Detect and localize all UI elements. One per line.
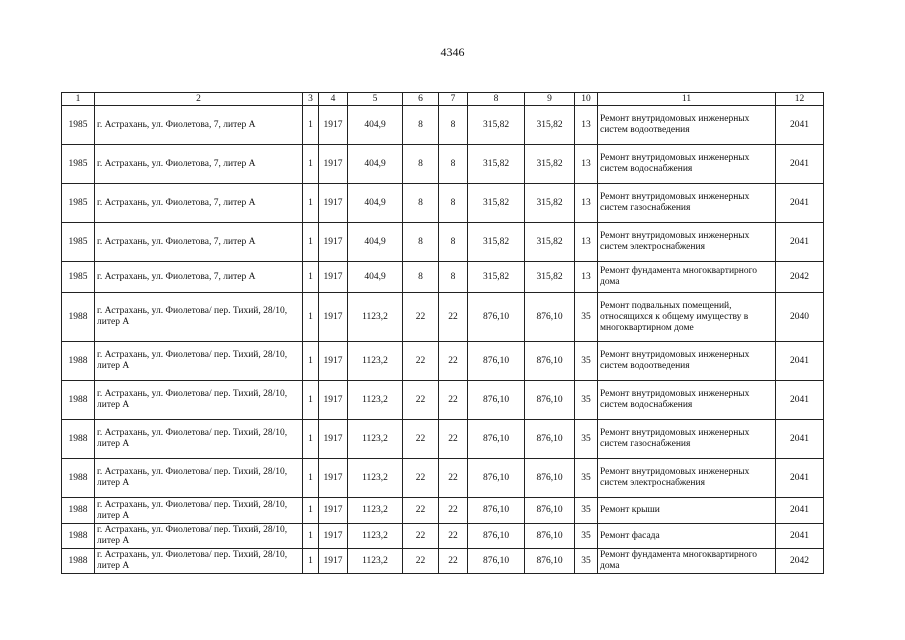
table-row <box>62 106 824 145</box>
year-cell: 2041 <box>776 420 824 459</box>
table-cell: 1917 <box>319 381 348 420</box>
row-id-cell: 1988 <box>62 498 95 524</box>
work-type-cell: Ремонт внутридомовых инженерных систем газоснабжения <box>598 184 776 223</box>
table-cell: 8 <box>439 184 468 223</box>
table-cell: 22 <box>439 381 468 420</box>
year-cell: 2040 <box>776 293 824 342</box>
table-cell: 876,10 <box>468 293 525 342</box>
work-type-cell: Ремонт внутридомовых инженерных систем водоснабжения <box>598 381 776 420</box>
table-cell: 1 <box>303 420 319 459</box>
row-id-cell: 1988 <box>62 549 95 574</box>
table-cell: 876,10 <box>468 498 525 524</box>
table-cell: 404,9 <box>348 262 403 293</box>
address-cell: г. Астрахань, ул. Фиолетова, 7, литер А <box>95 184 303 223</box>
table-cell: 8 <box>403 145 439 184</box>
year-cell: 2041 <box>776 498 824 524</box>
table-cell: 13 <box>575 145 598 184</box>
table-cell: 1917 <box>319 549 348 574</box>
table-cell: 8 <box>403 106 439 145</box>
table-cell: 22 <box>439 524 468 549</box>
table-cell: 35 <box>575 342 598 381</box>
table-cell: 1123,2 <box>348 549 403 574</box>
column-header: 6 <box>403 93 439 106</box>
table-cell: 8 <box>439 262 468 293</box>
table-row <box>62 524 824 549</box>
table-cell: 404,9 <box>348 145 403 184</box>
table-row <box>62 459 824 498</box>
table-cell: 1917 <box>319 262 348 293</box>
address-cell: г. Астрахань, ул. Фиолетова, 7, литер А <box>95 106 303 145</box>
table-cell: 1917 <box>319 524 348 549</box>
registry-table <box>61 92 824 574</box>
year-cell: 2041 <box>776 459 824 498</box>
table-cell: 1 <box>303 106 319 145</box>
column-header: 9 <box>525 93 575 106</box>
table-cell: 22 <box>439 293 468 342</box>
work-type-cell: Ремонт фасада <box>598 524 776 549</box>
table-cell: 1917 <box>319 498 348 524</box>
table-cell: 876,10 <box>525 459 575 498</box>
row-id-cell: 1988 <box>62 459 95 498</box>
table-cell: 8 <box>403 262 439 293</box>
table-row <box>62 184 824 223</box>
year-cell: 2041 <box>776 342 824 381</box>
row-id-cell: 1985 <box>62 106 95 145</box>
work-type-cell: Ремонт подвальных помещений, относящихся к общему имуществу в многоквартирном доме <box>598 293 776 342</box>
address-cell: г. Астрахань, ул. Фиолетова, 7, литер А <box>95 223 303 262</box>
address-cell: г. Астрахань, ул. Фиолетова/ пер. Тихий, 28/10, литер А <box>95 459 303 498</box>
table-cell: 22 <box>439 549 468 574</box>
table-cell: 1 <box>303 145 319 184</box>
table-cell: 315,82 <box>525 145 575 184</box>
table-cell: 35 <box>575 459 598 498</box>
year-cell: 2041 <box>776 145 824 184</box>
address-cell: г. Астрахань, ул. Фиолетова/ пер. Тихий, 28/10, литер А <box>95 293 303 342</box>
table-cell: 404,9 <box>348 184 403 223</box>
table-cell: 876,10 <box>468 459 525 498</box>
table-cell: 22 <box>439 459 468 498</box>
table-cell: 876,10 <box>468 420 525 459</box>
table-cell: 1 <box>303 524 319 549</box>
column-header: 5 <box>348 93 403 106</box>
table-cell: 876,10 <box>525 549 575 574</box>
table-row <box>62 223 824 262</box>
work-type-cell: Ремонт внутридомовых инженерных систем газоснабжения <box>598 420 776 459</box>
table-cell: 1 <box>303 342 319 381</box>
table-cell: 876,10 <box>468 342 525 381</box>
table-cell: 315,82 <box>525 106 575 145</box>
table-cell: 13 <box>575 262 598 293</box>
table-cell: 22 <box>403 459 439 498</box>
table-cell: 8 <box>439 145 468 184</box>
table-cell: 1123,2 <box>348 524 403 549</box>
table-cell: 1917 <box>319 342 348 381</box>
column-header: 7 <box>439 93 468 106</box>
table-row <box>62 145 824 184</box>
table-cell: 1917 <box>319 459 348 498</box>
table-cell: 13 <box>575 184 598 223</box>
page-number: 4346 <box>440 45 465 59</box>
row-id-cell: 1985 <box>62 223 95 262</box>
table-cell: 1 <box>303 459 319 498</box>
table-cell: 876,10 <box>525 498 575 524</box>
table-cell: 1123,2 <box>348 459 403 498</box>
year-cell: 2041 <box>776 184 824 223</box>
year-cell: 2041 <box>776 223 824 262</box>
row-id-cell: 1988 <box>62 420 95 459</box>
table-cell: 404,9 <box>348 106 403 145</box>
address-cell: г. Астрахань, ул. Фиолетова/ пер. Тихий, 28/10, литер А <box>95 549 303 574</box>
column-header: 1 <box>62 93 95 106</box>
table-cell: 876,10 <box>525 381 575 420</box>
column-header: 4 <box>319 93 348 106</box>
table-cell: 876,10 <box>525 342 575 381</box>
address-cell: г. Астрахань, ул. Фиолетова/ пер. Тихий, 28/10, литер А <box>95 342 303 381</box>
table-cell: 1 <box>303 184 319 223</box>
table-cell: 35 <box>575 293 598 342</box>
column-header: 8 <box>468 93 525 106</box>
table-cell: 876,10 <box>468 524 525 549</box>
table-cell: 315,82 <box>468 223 525 262</box>
table-cell: 1917 <box>319 223 348 262</box>
table-cell: 1 <box>303 293 319 342</box>
address-cell: г. Астрахань, ул. Фиолетова, 7, литер А <box>95 262 303 293</box>
table-cell: 35 <box>575 524 598 549</box>
table-cell: 876,10 <box>525 293 575 342</box>
column-header: 3 <box>303 93 319 106</box>
table-cell: 8 <box>439 106 468 145</box>
column-header: 2 <box>95 93 303 106</box>
work-type-cell: Ремонт фундамента многоквартирного дома <box>598 262 776 293</box>
work-type-cell: Ремонт внутридомовых инженерных систем водоотведения <box>598 106 776 145</box>
table-cell: 13 <box>575 223 598 262</box>
table-cell: 1 <box>303 223 319 262</box>
table-cell: 35 <box>575 498 598 524</box>
work-type-cell: Ремонт внутридомовых инженерных систем электроснабжения <box>598 223 776 262</box>
table-cell: 22 <box>439 342 468 381</box>
table-cell: 404,9 <box>348 223 403 262</box>
table-cell: 876,10 <box>468 549 525 574</box>
row-id-cell: 1988 <box>62 342 95 381</box>
table-row <box>62 342 824 381</box>
table-cell: 1917 <box>319 293 348 342</box>
work-type-cell: Ремонт крыши <box>598 498 776 524</box>
table-cell: 1 <box>303 381 319 420</box>
table-cell: 315,82 <box>468 184 525 223</box>
column-header: 11 <box>598 93 776 106</box>
table-cell: 1123,2 <box>348 293 403 342</box>
table-cell: 1917 <box>319 145 348 184</box>
year-cell: 2041 <box>776 381 824 420</box>
table-cell: 1917 <box>319 106 348 145</box>
table-cell: 22 <box>439 498 468 524</box>
table-cell: 35 <box>575 381 598 420</box>
row-id-cell: 1985 <box>62 262 95 293</box>
table-cell: 22 <box>403 381 439 420</box>
address-cell: г. Астрахань, ул. Фиолетова/ пер. Тихий, 28/10, литер А <box>95 498 303 524</box>
table-row <box>62 262 824 293</box>
table-cell: 1123,2 <box>348 498 403 524</box>
row-id-cell: 1988 <box>62 293 95 342</box>
work-type-cell: Ремонт внутридомовых инженерных систем водоснабжения <box>598 145 776 184</box>
year-cell: 2042 <box>776 262 824 293</box>
table-cell: 22 <box>403 420 439 459</box>
table-cell: 315,82 <box>468 262 525 293</box>
column-header: 10 <box>575 93 598 106</box>
table-cell: 22 <box>403 549 439 574</box>
row-id-cell: 1985 <box>62 145 95 184</box>
table-row <box>62 293 824 342</box>
table-cell: 1 <box>303 262 319 293</box>
table-cell: 22 <box>439 420 468 459</box>
table-cell: 876,10 <box>525 524 575 549</box>
table-cell: 22 <box>403 498 439 524</box>
address-cell: г. Астрахань, ул. Фиолетова/ пер. Тихий, 28/10, литер А <box>95 420 303 459</box>
table-cell: 13 <box>575 106 598 145</box>
table-row <box>62 381 824 420</box>
table-cell: 876,10 <box>468 381 525 420</box>
work-type-cell: Ремонт внутридомовых инженерных систем водоотведения <box>598 342 776 381</box>
table-cell: 315,82 <box>468 145 525 184</box>
table-cell: 1917 <box>319 184 348 223</box>
table-cell: 22 <box>403 293 439 342</box>
year-cell: 2041 <box>776 524 824 549</box>
row-id-cell: 1988 <box>62 524 95 549</box>
table-cell: 8 <box>403 184 439 223</box>
row-id-cell: 1988 <box>62 381 95 420</box>
table-row <box>62 549 824 574</box>
table-cell: 1123,2 <box>348 381 403 420</box>
table-cell: 1917 <box>319 420 348 459</box>
table-cell: 315,82 <box>525 223 575 262</box>
table-cell: 22 <box>403 524 439 549</box>
table-cell: 1123,2 <box>348 342 403 381</box>
address-cell: г. Астрахань, ул. Фиолетова/ пер. Тихий, 28/10, литер А <box>95 381 303 420</box>
table-cell: 1 <box>303 549 319 574</box>
table-cell: 35 <box>575 549 598 574</box>
year-cell: 2041 <box>776 106 824 145</box>
table-cell: 315,82 <box>468 106 525 145</box>
address-cell: г. Астрахань, ул. Фиолетова/ пер. Тихий, 28/10, литер А <box>95 524 303 549</box>
year-cell: 2042 <box>776 549 824 574</box>
table-cell: 8 <box>403 223 439 262</box>
address-cell: г. Астрахань, ул. Фиолетова, 7, литер А <box>95 145 303 184</box>
work-type-cell: Ремонт внутридомовых инженерных систем электроснабжения <box>598 459 776 498</box>
table-cell: 1123,2 <box>348 420 403 459</box>
table-cell: 35 <box>575 420 598 459</box>
column-number-row <box>62 93 824 106</box>
table-cell: 8 <box>439 223 468 262</box>
table-cell: 22 <box>403 342 439 381</box>
table-row <box>62 498 824 524</box>
column-header: 12 <box>776 93 824 106</box>
row-id-cell: 1985 <box>62 184 95 223</box>
table-row <box>62 420 824 459</box>
work-type-cell: Ремонт фундамента многоквартирного дома <box>598 549 776 574</box>
table-cell: 315,82 <box>525 262 575 293</box>
table-cell: 876,10 <box>525 420 575 459</box>
table-cell: 1 <box>303 498 319 524</box>
table-cell: 315,82 <box>525 184 575 223</box>
